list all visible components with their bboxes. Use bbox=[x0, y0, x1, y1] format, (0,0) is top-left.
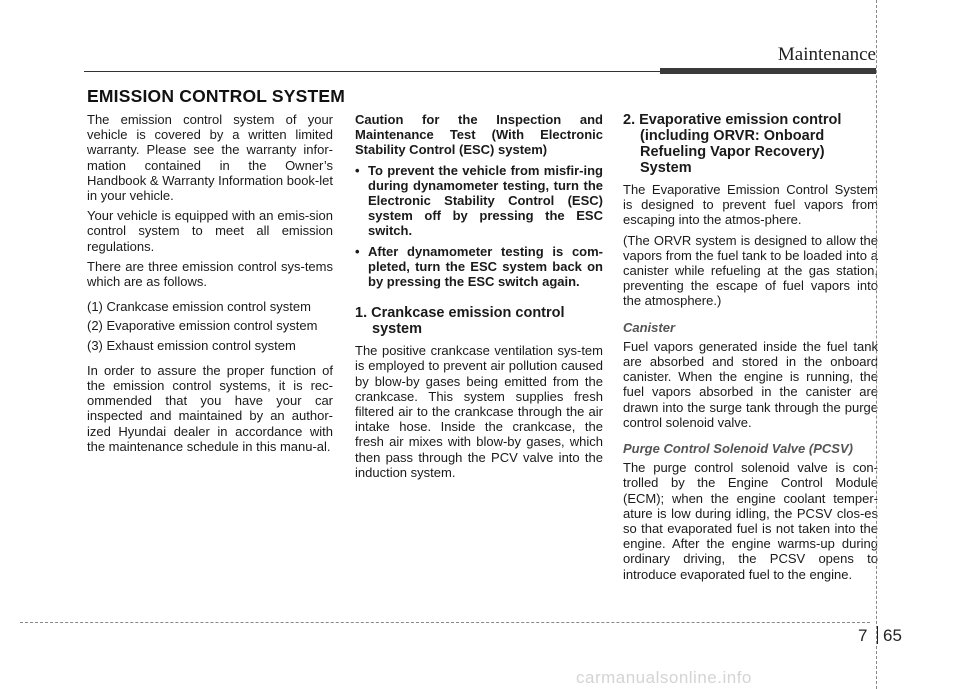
column-2 bbox=[355, 112, 603, 485]
header-rule bbox=[84, 71, 660, 72]
header-rule-bar bbox=[660, 68, 876, 74]
list-item: (1) Crankcase emission control system bbox=[87, 299, 311, 315]
paragraph-canister: Fuel vapors generated inside the fuel tank are absorbed and stored in the onboard canister. When the engine is running, the fuel vapors absorbed in the canister are drawn into the surge tank through the purge control solenoid valve. bbox=[623, 338, 878, 430]
paragraph-orvr: (The ORVR system is designed to allow the vapors from the fuel tank to be loaded into a canister while refueling at the gas station, preventing the escape of fuel vapors into the atmosphere.) bbox=[623, 232, 878, 309]
column-3 bbox=[623, 112, 878, 587]
subsection-title-evaporative: 2. Evaporative emission control (including ORVR: Onboard Refueling Vapor Recovery) System bbox=[623, 112, 842, 176]
caution-bullet: • To prevent the vehicle from misfir-ing during dynamometer testing, turn the Electronic Stability Control (ESC) system off by pressing the ESC switch. bbox=[355, 163, 603, 239]
footer-rule bbox=[20, 622, 870, 623]
caution-list bbox=[355, 163, 603, 290]
section-title: EMISSION CONTROL SYSTEM bbox=[87, 86, 346, 106]
watermark: carmanualsonline.info bbox=[576, 668, 752, 687]
heading-pcsv: Purge Control Solenoid Valve (PCSV) bbox=[623, 441, 853, 457]
paragraph-evap-intro: The Evaporative Emission Control System is designed to prevent fuel vapors from escaping into the atmos-phere. bbox=[623, 182, 878, 228]
caution-bullet: • After dynamometer testing is com-pleted, turn the ESC system back on by pressing the ESC switch again. bbox=[355, 244, 603, 290]
paragraph-pcsv: The purge control solenoid valve is con-trolled by the Engine Control Module (ECM); when the engine coolant temper-ature is low during idling, the PCSV clos-es so that evaporated fuel is not taken into the engine. After the engine warms-up during ordinary driving, the PCSV opens to introduce evaporated fuel to the engine. bbox=[623, 460, 878, 582]
page-number: 65 bbox=[883, 626, 902, 645]
paragraph-three-systems: There are three emission control sys-tems which are as follows. bbox=[87, 258, 333, 290]
caution-title: Caution for the Inspection and Maintenance Test (With Electronic Stability Control (ESC) system) bbox=[355, 112, 603, 158]
paragraph-maintenance: In order to assure the proper function of the emission control systems, it is rec-ommended that you have your car inspected and maintained by an author-ized Hyundai dealer in accordance with the maintenance schedule in this manu-al. bbox=[87, 362, 333, 454]
page-number-separator bbox=[877, 626, 878, 644]
chapter-number: 7 bbox=[858, 626, 868, 645]
running-header: Maintenance bbox=[777, 44, 876, 65]
heading-canister: Canister bbox=[623, 319, 676, 335]
paragraph-crankcase: The positive crankcase ventilation sys-tem is employed to prevent air pollution caused by blow-by gases being emitted from the crankcase. This system supplies fresh filtered air to the crankcase through the air intake hose. Inside the crankcase, the fresh air mixes with blow-by gases, which then pass through the PCV valve into the induction system. bbox=[355, 343, 603, 480]
footer-vertical-rule bbox=[876, 0, 877, 689]
paragraph-warranty: The emission control system of your vehicle is covered by a written limited warranty. Please see the warranty infor-mation contained in the Owner’s Handbook & Warranty Information book-let in your vehicle. bbox=[87, 112, 333, 204]
list-item: (2) Evaporative emission control system bbox=[87, 318, 318, 334]
list-item: (3) Exhaust emission control system bbox=[87, 337, 296, 353]
column-1 bbox=[87, 112, 333, 459]
subsection-title-crankcase: 1. Crankcase emission control system bbox=[355, 305, 565, 338]
paragraph-equipped: Your vehicle is equipped with an emis-sion control system to meet all emission regulations. bbox=[87, 208, 333, 254]
